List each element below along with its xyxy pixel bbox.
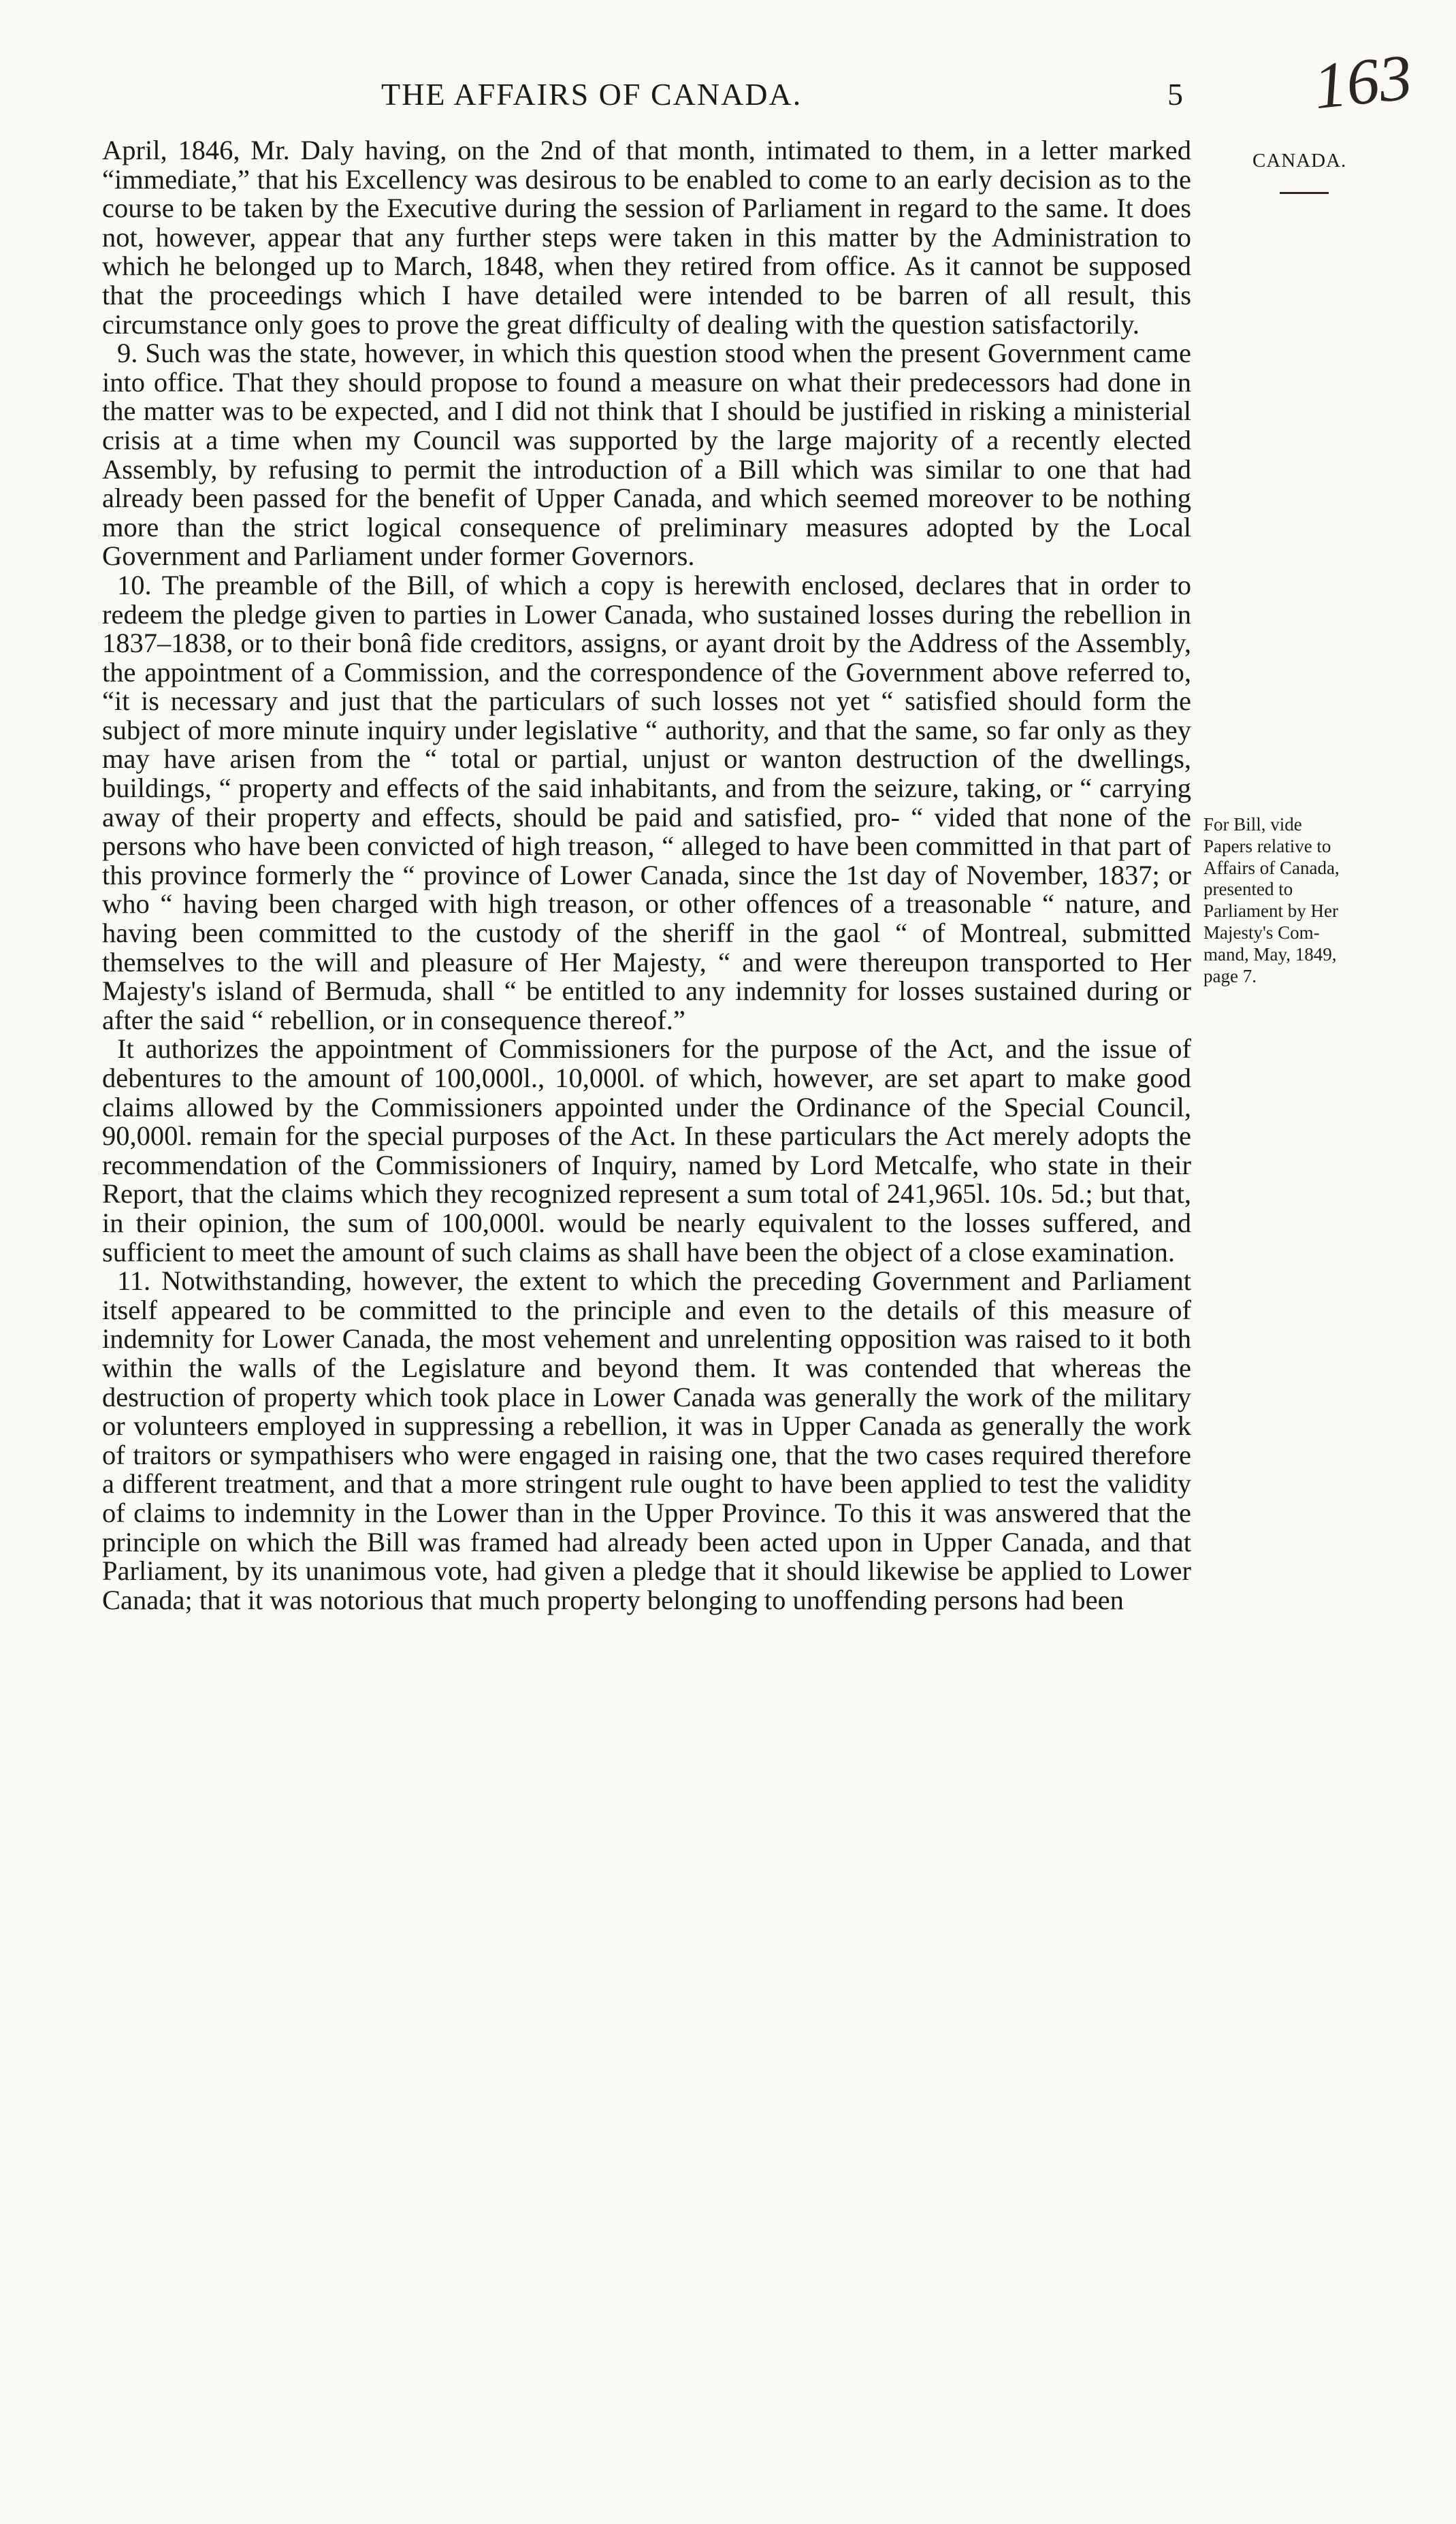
- margin-sidenote: [1203, 814, 1408, 987]
- paragraph-continuation: April, 1846, Mr. Daly having, on the 2nd of that month, intimated to them, in a letter marked “immediate,” that his Excellency was desirous to be enabled to come to an early decision as to the course to be taken by the Executive during the session of Parliament in regard to the same. It does not, however, appear that any further steps were taken in this matter by the Administration to which he belonged up to March, 1848, when they retired from office. As it cannot be supposed that the proceedings which I have detailed were intended to be barren of all result, this circumstance only goes to prove the great difficulty of dealing with the question satisfactorily.: [102, 135, 1191, 340]
- sidenote-line: Affairs of Canada,: [1203, 857, 1340, 878]
- sidenote-line: presented to: [1203, 879, 1293, 900]
- sidenote-line: page 7.: [1203, 965, 1257, 986]
- margin-section-tag: CANADA.: [1252, 150, 1347, 172]
- body-text: [102, 136, 1191, 1615]
- paragraph-11: 11. Notwithstanding, however, the extent to which the preceding Government and Parliament itself appeared to be committed to the principle and even to the details of this measure of indemnity for Lower Canada, the most vehement and unrelenting opposition was raised to it both within the walls of the Legislature and beyond them. It was contended that whereas the destruction of property which took place in Lower Canada was generally the work of the military or volunteers employed in suppressing a rebellion, it was in Upper Canada as generally the work of traitors or sympathisers who were engaged in raising one, that the two cases required therefore a different treatment, and that a more stringent rule ought to have been applied to test the validity of claims to indemnity in the Lower than in the Upper Province. To this it was answered that the principle on which the Bill was framed had already been acted upon in Upper Canada, and that Parliament, by its unanimous vote, had given a pledge that it should likewise be applied to Lower Canada; that it was notorious that much property belonging to unoffending persons had been: [102, 1265, 1191, 1615]
- margin-rule: [1280, 192, 1329, 194]
- sidenote-line: Parliament by Her: [1203, 901, 1338, 922]
- paragraph-authorizes: It authorizes the appointment of Commissioners for the purpose of the Act, and the issue of debentures to the amount of 100,000l., 10,000l. of which, however, are set apart to make good claims allowed by the Commissioners appointed under the Ordinance of the Special Council, 90,000l. remain for the special purposes of the Act. In these particulars the Act merely adopts the recommendation of the Commissioners of Inquiry, named by Lord Metcalfe, who state in their Report, that the claims which they recognized represent a sum total of 241,965l. 10s. 5d.; but that, in their opinion, the sum of 100,000l. would be nearly equivalent to the losses suffered, and sufficient to meet the amount of such claims as shall have been the object of a close examination.: [102, 1033, 1191, 1267]
- page-number: 5: [1167, 77, 1183, 112]
- sidenote-line: mand, May, 1849,: [1203, 943, 1337, 965]
- handwritten-folio-number: 163: [1310, 39, 1416, 123]
- paragraph-9: 9. Such was the state, however, in which this question stood when the present Government came into office. That they should propose to found a measure on what their predecessors had done in the matter was to be expected, and I did not think that I should be justified in risking a ministerial crisis at a time when my Council was supported by the large majority of a recently elected Assembly, by refusing to permit the introduction of a Bill which was similar to one that had already been passed for the benefit of Upper Canada, and which seemed moreover to be nothing more than the strict logical consequence of preliminary measures adopted by the Local Government and Parliament under former Governors.: [102, 338, 1191, 572]
- sidenote-line: Majesty's Com-: [1203, 922, 1320, 943]
- paragraph-10: 10. The preamble of the Bill, of which a copy is herewith enclosed, declares that in order to redeem the pledge given to parties in Lower Canada, who sustained losses during the rebellion in 1837–1838, or to their bonâ fide creditors, assigns, or ayant droit by the Address of the Assembly, the appointment of a Commission, and the correspondence of the Government above referred to, “it is necessary and just that the particulars of such losses not yet “ satisfied should form the subject of more minute inquiry under legislative “ authority, and that the same, so far only as they may have arisen from the “ total or partial, unjust or wanton destruction of the dwellings, buildings, “ property and effects of the said inhabitants, and from the seizure, taking, or “ carrying away of their property and effects, should be paid and satisfied, pro- “ vided that none of the persons who have been convicted of high treason, “ alleged to have been committed in that part of this province formerly the “ province of Lower Canada, since the 1st day of November, 1837; or who “ having been charged with high treason, or other offences of a treasonable “ nature, and having been committed to the custody of the sheriff in the gaol “ of Montreal, submitted themselves to the will and pleasure of Her Majesty, “ and were thereupon transported to Her Majesty's island of Bermuda, shall “ be entitled to any indemnity for losses sustained during or after the said “ rebellion, or in consequence thereof.”: [102, 569, 1191, 1035]
- sidenote-line: For Bill, vide: [1203, 814, 1302, 835]
- sidenote-line: Papers relative to: [1203, 835, 1331, 856]
- running-head: THE AFFAIRS OF CANADA.: [381, 77, 803, 112]
